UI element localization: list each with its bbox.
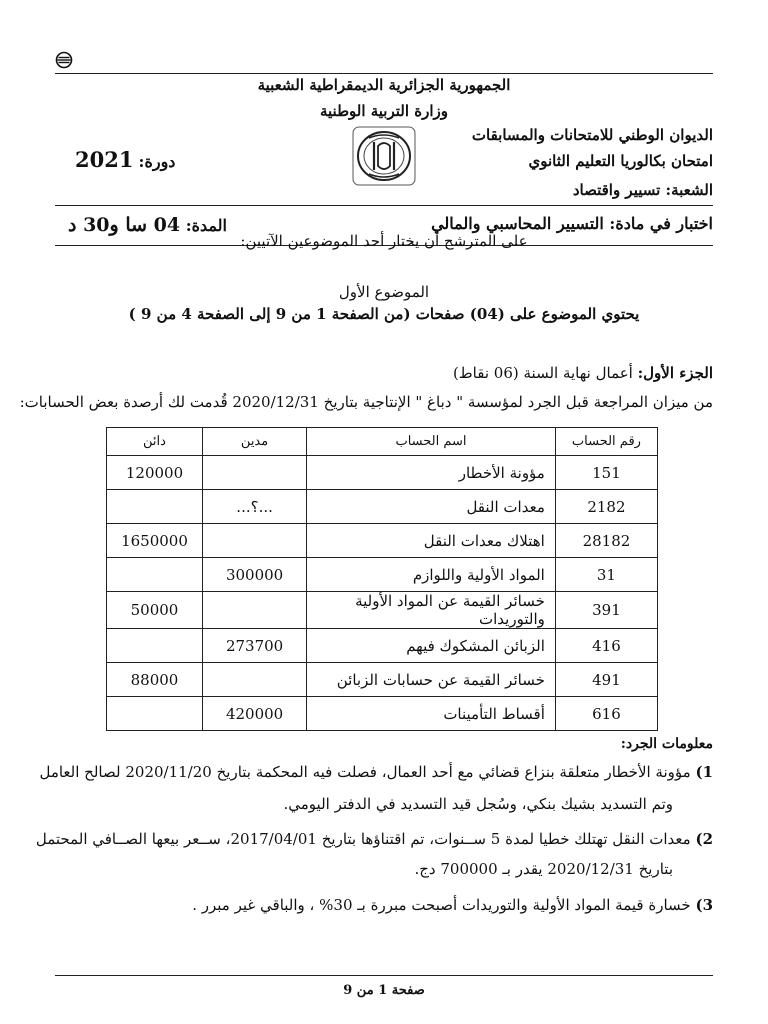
account-number: 491 (555, 663, 657, 697)
account-number: 28182 (555, 524, 657, 558)
item-text: مؤونة الأخطار متعلقة بنزاع قضائي مع أحد العمال، فصلت فيه المحكمة بتاريخ 2020/11/20 لصالح العامل (39, 763, 696, 781)
inventory-item-2-cont: بتاريخ 2020/12/31 يقدر بـ 700000 دج. (414, 860, 673, 878)
part1-heading: أعمال نهاية السنة (06 نقاط) (452, 364, 638, 382)
header-top-rule (55, 73, 713, 74)
header-credit: دائن (107, 428, 203, 456)
header-account-number: رقم الحساب (555, 428, 657, 456)
debit-value: 420000 (202, 697, 306, 731)
page-number: صفحة 1 من 9 (343, 983, 425, 998)
table-row (107, 524, 658, 558)
credit-value: 120000 (107, 456, 203, 490)
table-row (107, 456, 658, 490)
duration-label: المدة: (185, 216, 227, 235)
debit-value: 300000 (202, 558, 306, 592)
header-bottom-rule (55, 205, 713, 206)
table-row (107, 490, 658, 524)
part1-label: الجزء الأول: (637, 364, 713, 382)
credit-value: 88000 (107, 663, 203, 697)
credit-value (107, 558, 203, 592)
duration-value: 04 سا و30 د (68, 214, 181, 236)
part1-title (453, 364, 713, 382)
exam-subject: اختبار في مادة: التسيير المحاسبي والمالي (431, 214, 713, 233)
account-name: مؤونة الأخطار (307, 456, 556, 490)
account-name: خسائر القيمة عن حسابات الزبائن (307, 663, 556, 697)
credit-value (107, 629, 203, 663)
footer-rule (55, 975, 713, 976)
debit-value (202, 663, 306, 697)
credit-value: 50000 (107, 592, 203, 629)
account-number: 2182 (555, 490, 657, 524)
inventory-title: معلومات الجرد: (620, 736, 713, 752)
credit-value (107, 490, 203, 524)
item-text: خسارة قيمة المواد الأولية والتوريدات أصبحت مبررة بـ 30% ، والباقي غير مبرر . (192, 896, 696, 914)
item-number: 1) (695, 763, 713, 781)
account-number: 391 (555, 592, 657, 629)
choose-instruction: على المترشح أن يختار أحد الموضوعين الآتيين: (240, 232, 528, 250)
debit-value: ...؟... (202, 490, 306, 524)
account-name: اهتلاك معدات النقل (307, 524, 556, 558)
inventory-item-2 (36, 830, 713, 848)
header-account-name: اسم الحساب (307, 428, 556, 456)
exam-office: الديوان الوطني للامتحانات والمسابقات (471, 126, 713, 144)
account-number: 616 (555, 697, 657, 731)
debit-value: 273700 (202, 629, 306, 663)
account-name: المواد الأولية واللوازم (307, 558, 556, 592)
ona-seal-icon (352, 126, 416, 186)
pages-note: يحتوي الموضوع على (04) صفحات (من الصفحة 1 من 9 إلى الصفحة 4 من 9 ) (128, 305, 640, 323)
table-row (107, 697, 658, 731)
exam-session (75, 147, 175, 172)
credit-value (107, 697, 203, 731)
account-number: 151 (555, 456, 657, 490)
exam-name: امتحان بكالوريا التعليم الثانوي (528, 152, 713, 170)
item-text: معدات النقل تهتلك خطيا لمدة 5 ســنوات، تم اقتناؤها بتاريخ 2017/04/01، ســعر بيعها الصــافي المحتمل (35, 830, 696, 848)
account-name: الزبائن المشكوك فيهم (307, 629, 556, 663)
item-number: 2) (695, 830, 713, 848)
inventory-item-1 (39, 763, 713, 781)
debit-value (202, 524, 306, 558)
session-label: دورة: (138, 152, 176, 171)
table-header-row (107, 428, 658, 456)
inventory-item-3 (192, 896, 713, 914)
item-number: 3) (695, 896, 713, 914)
ona-logo-icon (55, 51, 73, 69)
exam-branch: الشعبة: تسيير واقتصاد (572, 181, 713, 199)
account-name: خسائر القيمة عن المواد الأولية والتوريدات (307, 592, 556, 629)
table-row (107, 558, 658, 592)
debit-value (202, 592, 306, 629)
debit-value (202, 456, 306, 490)
account-number: 416 (555, 629, 657, 663)
trial-balance-table (106, 427, 658, 731)
table-row (107, 592, 658, 629)
account-name: أقساط التأمينات (307, 697, 556, 731)
inventory-item-1-cont: وتم التسديد بشيك بنكي، وسُجل قيد التسديد في الدفتر اليومي. (283, 795, 673, 813)
topic-title: الموضوع الأول (338, 283, 430, 301)
republic-title: الجمهورية الجزائرية الديمقراطية الشعبية (257, 76, 511, 94)
credit-value: 1650000 (107, 524, 203, 558)
header-debit: مدين (202, 428, 306, 456)
table-row (107, 629, 658, 663)
session-year: 2021 (75, 147, 134, 172)
table-row (107, 663, 658, 697)
ministry-title: وزارة التربية الوطنية (319, 102, 448, 120)
account-number: 31 (555, 558, 657, 592)
account-name: معدات النقل (307, 490, 556, 524)
part1-intro: من ميزان المراجعة قبل الجرد لمؤسسة " دباغ " الإنتاجية بتاريخ 2020/12/31 قُدمت لك أرصدة بعض الحسابات: (19, 393, 713, 411)
